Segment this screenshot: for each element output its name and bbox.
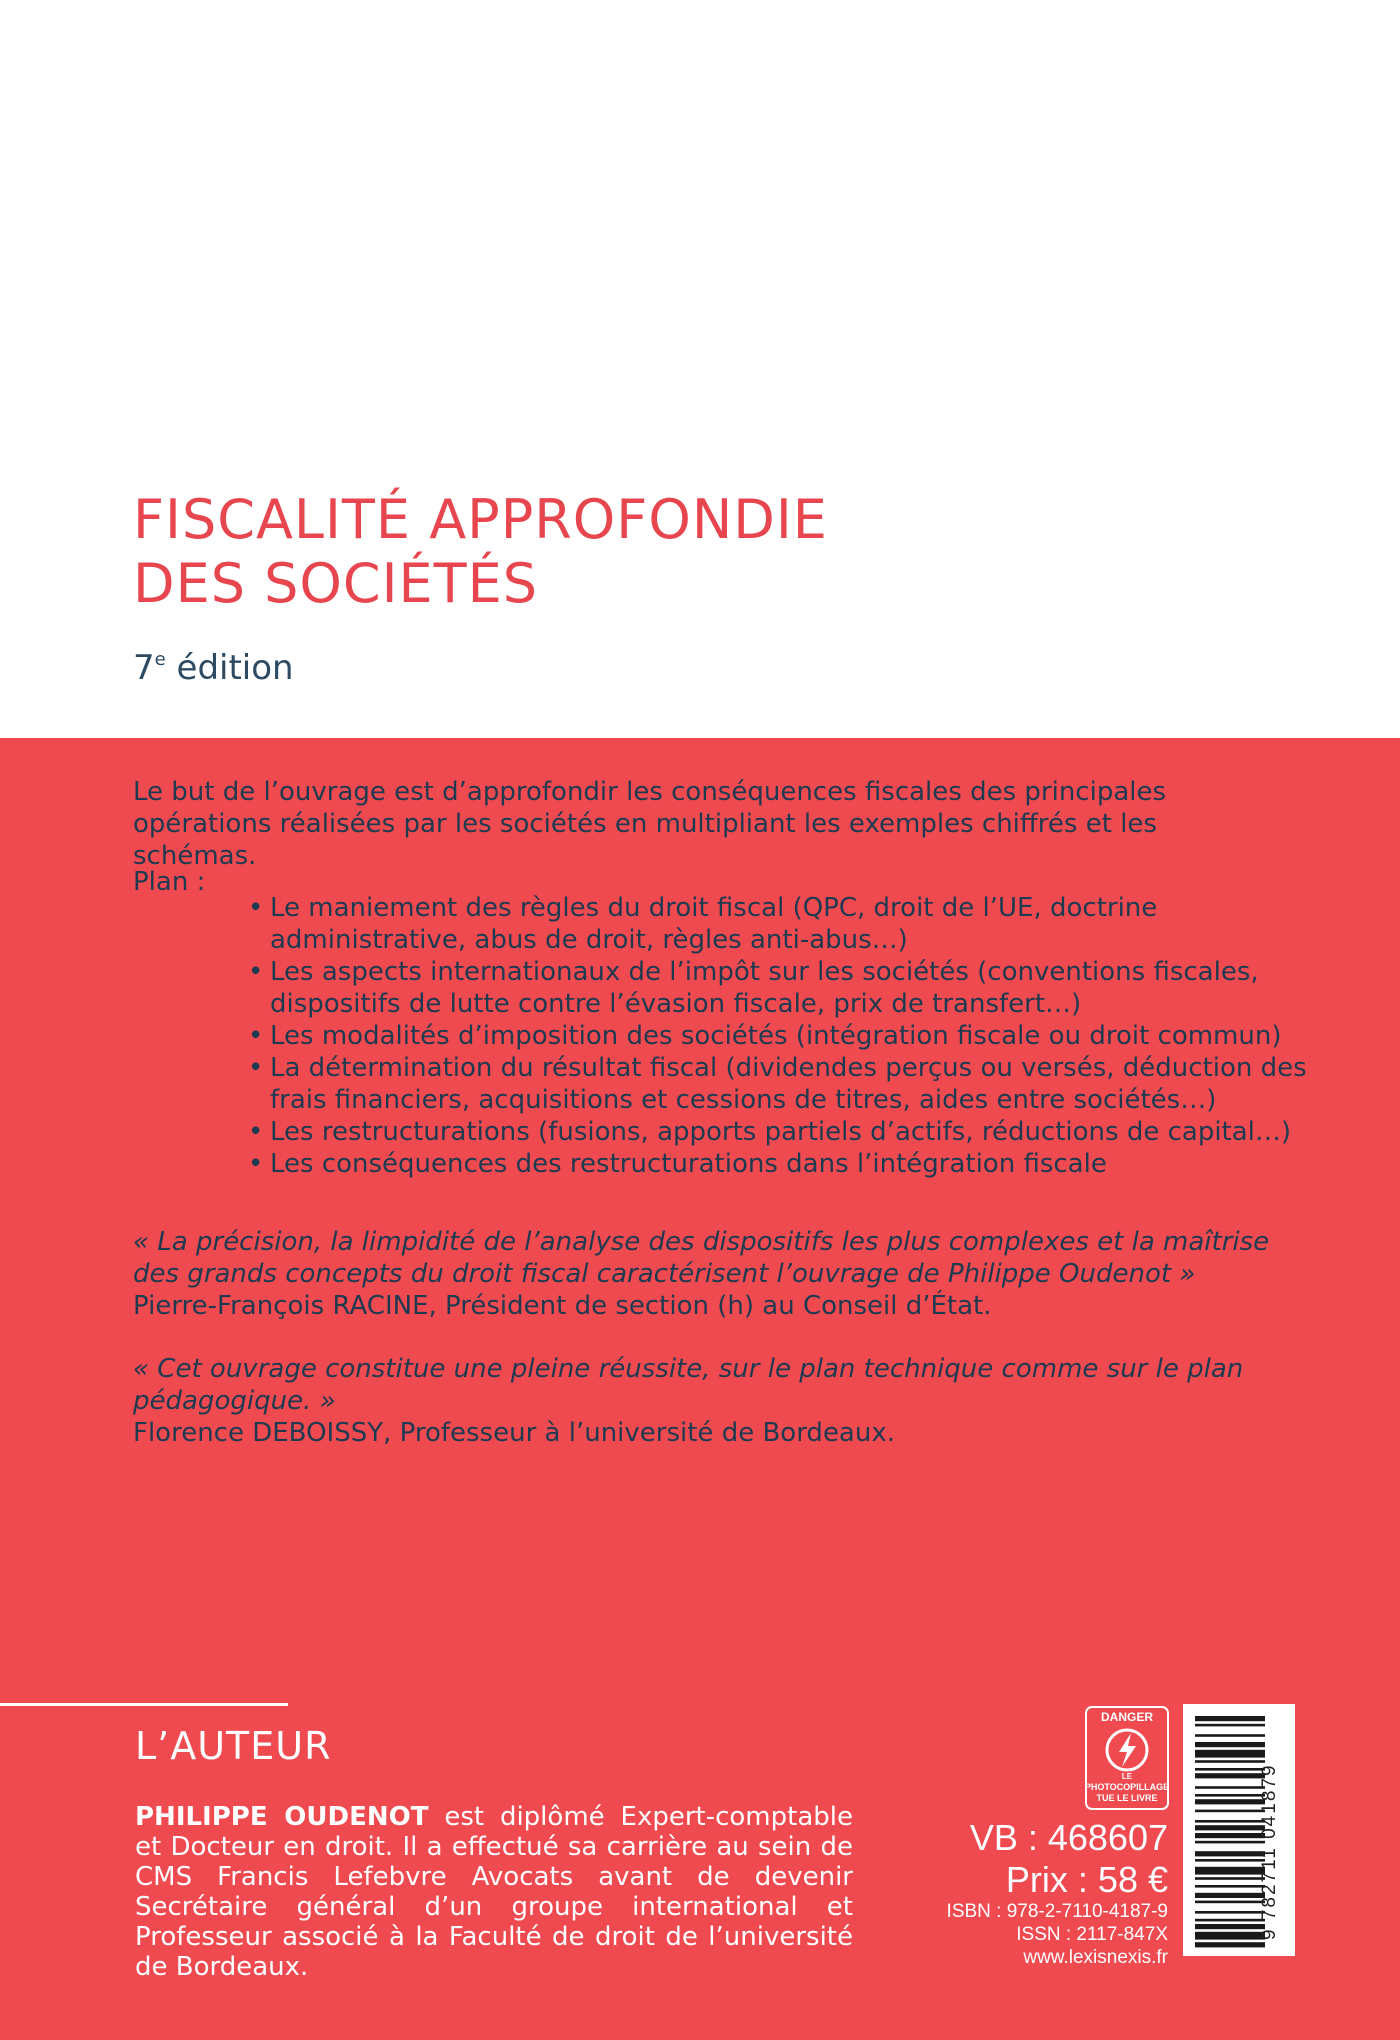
top-white-panel xyxy=(0,0,1400,738)
price: Prix : 58 € xyxy=(1005,1859,1168,1900)
author-divider xyxy=(0,1703,288,1706)
danger-logo-line-1: LE xyxy=(1121,1772,1133,1781)
quote-racine xyxy=(133,1226,1293,1322)
barcode-bar xyxy=(1195,1825,1265,1830)
plan-list xyxy=(248,892,1328,1180)
book-title-line-2: DES SOCIÉTÉS xyxy=(133,552,539,615)
barcode-bar xyxy=(1195,1810,1265,1813)
quote-attribution: Florence DEBOISSY, Professeur à l’université de Bordeaux. xyxy=(133,1418,895,1448)
author-heading: L’AUTEUR xyxy=(135,1724,332,1768)
barcode xyxy=(1183,1704,1295,1956)
photocopillage-danger-logo xyxy=(1085,1706,1169,1810)
quote-deboissy xyxy=(133,1353,1293,1449)
barcode-bar xyxy=(1195,1768,1265,1771)
barcode-bar xyxy=(1195,1911,1265,1914)
barcode-bar xyxy=(1195,1794,1265,1797)
barcode-bar xyxy=(1195,1724,1265,1727)
barcode-bar xyxy=(1195,1885,1265,1888)
plan-item: • Les modalités d’imposition des sociétés (intégration fiscale ou droit commun) xyxy=(248,1020,1328,1052)
plan-item: • Les aspects internationaux de l’impôt sur les sociétés (conventions fiscales, dispositifs de lutte contre l’évasion fiscale, prix de transfert…) xyxy=(248,956,1328,1020)
book-title-line-1: FISCALITÉ APPROFONDIE xyxy=(133,488,828,551)
barcode-bar xyxy=(1195,1901,1265,1904)
barcode-bar xyxy=(1195,1773,1265,1778)
vb-code: VB : 468607 xyxy=(969,1817,1168,1858)
barcode-bar xyxy=(1195,1893,1265,1898)
barcode-bar xyxy=(1195,1942,1265,1947)
barcode-bar xyxy=(1195,1820,1265,1823)
intro-paragraph: Le but de l’ouvrage est d’approfondir les conséquences fiscales des principales opérations réalisées par les sociétés en multipliant les exemples chiffrés et les schémas. xyxy=(133,777,1167,871)
danger-logo-top-text: DANGER xyxy=(1100,1710,1154,1724)
barcode-bar xyxy=(1195,1750,1265,1758)
barcode-bar xyxy=(1195,1924,1265,1929)
barcode-panel xyxy=(1183,1704,1295,1956)
barcode-bar xyxy=(1195,1867,1265,1875)
barcode-bar xyxy=(1195,1932,1265,1940)
barcode-bar xyxy=(1195,1841,1265,1844)
barcode-bars xyxy=(1195,1716,1265,1947)
barcode-bar xyxy=(1195,1760,1265,1763)
isbn: ISBN : 978-2-7110-4187-9 xyxy=(946,1901,1168,1922)
barcode-bar xyxy=(1195,1859,1265,1862)
quote-attribution: Pierre-François RACINE, Président de section (h) au Conseil d’État. xyxy=(133,1291,992,1321)
barcode-bar xyxy=(1195,1799,1265,1804)
website: www.lexisnexis.fr xyxy=(1023,1947,1168,1968)
price-block xyxy=(860,1818,1168,1969)
author-name: PHILIPPE OUDENOT xyxy=(135,1802,429,1832)
quote-text: « Cet ouvrage constitue une pleine réussite, sur le plan technique comme sur le plan pédagogique. » xyxy=(133,1354,1244,1416)
barcode-digits: 9 782711 041879 xyxy=(1259,1763,1280,1940)
plan-item: • La détermination du résultat fiscal (dividendes perçus ou versés, déduction des frais financiers, acquisitions et cessions de titres, aides entre sociétés…) xyxy=(248,1052,1328,1116)
plan-label: Plan : xyxy=(133,867,206,897)
book-title xyxy=(133,488,828,616)
hazard-lightning-icon xyxy=(1107,1730,1147,1770)
plan-item: • Les conséquences des restructurations dans l’intégration fiscale xyxy=(248,1148,1328,1180)
edition-superscript: e xyxy=(154,649,166,670)
issn: ISSN : 2117-847X xyxy=(1016,1924,1168,1945)
plan-item: • Le maniement des règles du droit fiscal (QPC, droit de l’UE, doctrine administrative, abus de droit, règles anti-abus…) xyxy=(248,892,1328,956)
author-bio-text: est diplômé Expert-comptable et Docteur en droit. Il a effectué sa carrière au sein de CMS Francis Lefebvre Avocats avant de devenir Secrétaire général d’un groupe international et Professeur associé à la Faculté de droit de l’université de Bordeaux. xyxy=(135,1802,853,1982)
danger-logo-line-2: PHOTOCOPILLAGE xyxy=(1085,1782,1169,1792)
barcode-bar xyxy=(1195,1786,1265,1789)
plan-item: • Les restructurations (fusions, apports partiels d’actifs, réductions de capital…) xyxy=(248,1116,1328,1148)
barcode-bar xyxy=(1195,1742,1265,1747)
danger-logo-line-3: TUE LE LIVRE xyxy=(1096,1793,1158,1803)
edition-number: 7 xyxy=(133,648,155,688)
barcode-bar xyxy=(1195,1877,1265,1880)
barcode-bar xyxy=(1195,1919,1265,1922)
barcode-bar xyxy=(1195,1851,1265,1856)
edition-label xyxy=(133,646,294,690)
author-bio xyxy=(135,1802,853,1982)
barcode-bar xyxy=(1195,1734,1265,1737)
barcode-bar xyxy=(1195,1716,1265,1721)
edition-word: édition xyxy=(165,648,294,688)
barcode-bar xyxy=(1195,1833,1265,1838)
quote-text: « La précision, la limpidité de l’analyse des dispositifs les plus complexes et la maîtrise des grands concepts du droit fiscal caractérisent l’ouvrage de Philippe Oudenot » xyxy=(133,1227,1270,1289)
